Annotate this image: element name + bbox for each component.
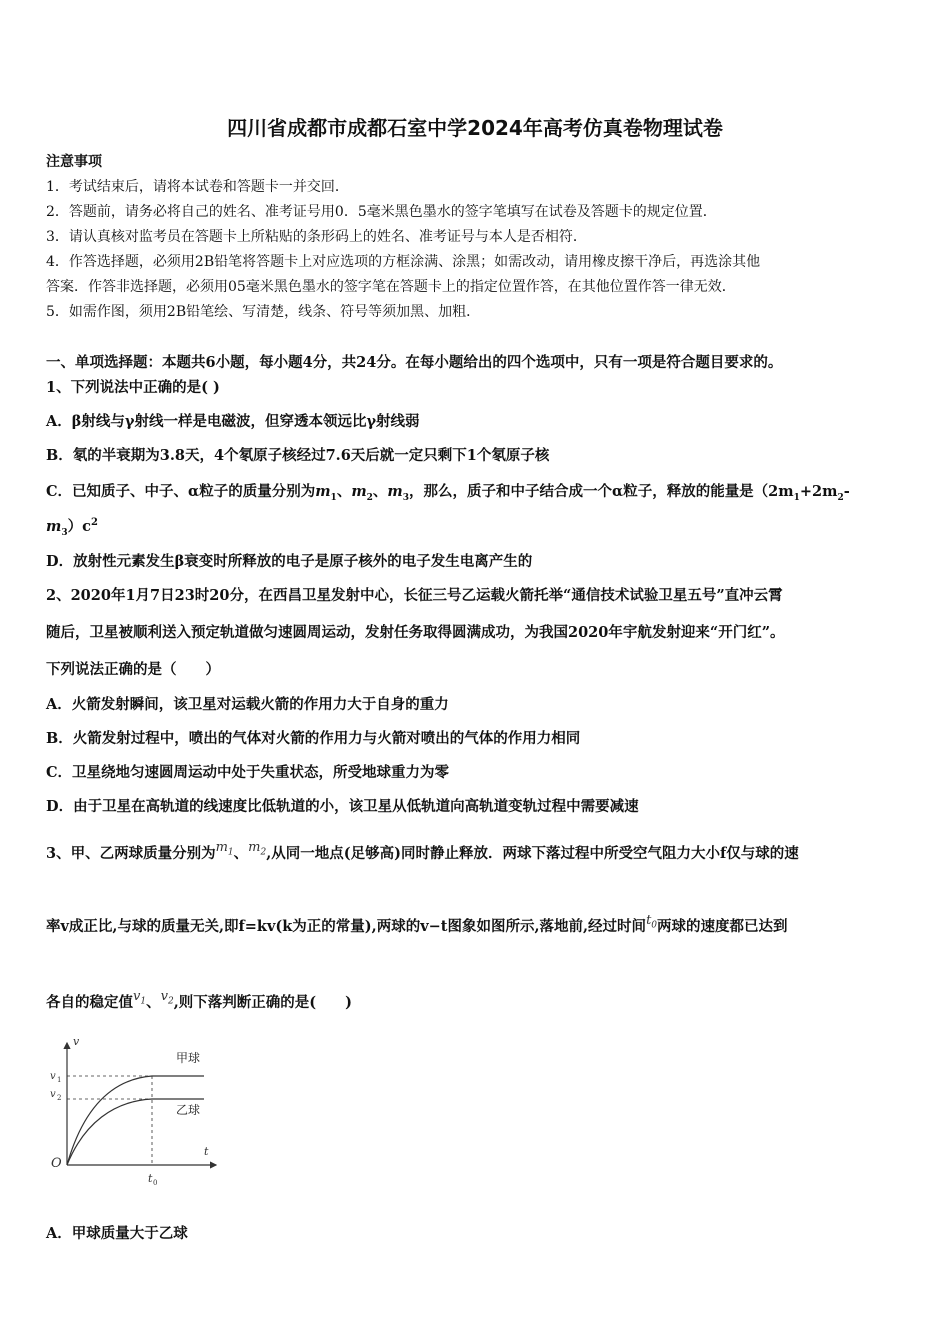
subscript: 1 [330, 492, 337, 503]
v1-label: v [50, 1071, 56, 1082]
mass-var: m [351, 483, 367, 500]
question-1-stem: 1、下列说法中正确的是( ) [46, 379, 220, 396]
question-1-option-c-cont [46, 515, 98, 538]
v-axis-label: v [73, 1035, 80, 1048]
text: 各自的稳定值 [46, 994, 133, 1011]
v2-label-sub: 2 [57, 1094, 62, 1102]
text: ）c [67, 518, 91, 535]
text: 、 [146, 994, 161, 1011]
mass-var: m [387, 483, 403, 500]
text: C．已知质子、中子、α粒子的质量分别为 [46, 483, 316, 500]
question-3-option-a: A．甲球质量大于乙球 [46, 1225, 188, 1242]
velocity-var: $v_2$ [160, 989, 174, 1007]
question-3-stem [46, 991, 352, 1014]
notice-heading: 注意事项 [46, 154, 102, 170]
time-var: $t_0$ [646, 913, 658, 931]
v2-label: v [50, 1089, 56, 1100]
question-3-stem [46, 842, 799, 865]
mass-var: m [315, 483, 331, 500]
text: - [843, 483, 850, 500]
subscript: 1 [793, 492, 800, 503]
question-2-option-a: A．火箭发射瞬间，该卫星对运载火箭的作用力大于自身的重力 [46, 696, 449, 713]
text: 3、甲、乙两球质量分别为 [46, 845, 216, 862]
page-title: 四川省成都市成都石室中学2024年高考仿真卷物理试卷 [227, 116, 723, 140]
question-3-stem [46, 915, 788, 938]
curve-jia-label: 甲球 [176, 1051, 201, 1065]
subscript: 3 [402, 492, 410, 503]
text: 两球的速度都已达到 [657, 918, 788, 935]
text: ,则下落判断正确的是( ) [173, 994, 352, 1011]
subscript: 3 [61, 527, 68, 538]
origin-label: O [51, 1156, 62, 1171]
notice-item: 1．考试结束后，请将本试卷和答题卡一并交回． [46, 179, 349, 195]
question-1-option-a: A．β射线与γ射线一样是电磁波，但穿透本领远比γ射线弱 [46, 413, 420, 430]
question-2-option-b: B．火箭发射过程中，喷出的气体对火箭的作用力与火箭对喷出的气体的作用力相同 [46, 730, 581, 747]
text: 率v成正比,与球的质量无关,即f=kv(k为正的常量),两球的v−t图象如图所示,落地前,经过时间 [46, 918, 647, 935]
text: 、 [372, 483, 388, 500]
mass-var: $m_2$ [248, 840, 267, 858]
question-1-option-d: D．放射性元素发生β衰变时所释放的电子是原子核外的电子发生电离产生的 [46, 553, 533, 570]
question-2-option-c: C．卫星绕地匀速圆周运动中处于失重状态，所受地球重力为零 [46, 764, 450, 781]
t0-label: t [148, 1172, 153, 1185]
subscript: 2 [837, 492, 844, 503]
text: ,从同一地点(足够高)同时静止释放．两球下落过程中所受空气阻力大小f仅与球的速 [266, 845, 799, 862]
subscript: 2 [366, 492, 373, 503]
question-2-stem: 随后，卫星被顺利送入预定轨道做匀速圆周运动，发射任务取得圆满成功，为我国2020年宇航发射迎来“开门红”。 [46, 624, 785, 641]
curve-jia [67, 1076, 204, 1165]
t-axis-label: t [204, 1145, 209, 1158]
notice-item: 5．如需作图，须用2B铅笔绘、写清楚，线条、符号等须加黑、加粗． [46, 304, 481, 320]
question-1-option-b: B．氡的半衰期为3.8天，4个氡原子核经过7.6天后就一定只剩下1个氡原子核 [46, 447, 550, 464]
notice-item: 4．作答选择题，必须用2B铅笔将答题卡上对应选项的方框涂满、涂黑；如需改动，请用橡皮擦干净后，再选涂其他 [46, 254, 761, 270]
question-2-stem: 2、2020年1月7日23时20分，在西昌卫星发射中心，长征三号乙运载火箭托举“通信技术试验卫星五号”直冲云霄 [46, 587, 783, 604]
text: 、 [336, 483, 352, 500]
text: 、 [233, 845, 249, 862]
vt-graph [44, 1035, 224, 1195]
mass-var: m [46, 518, 62, 535]
section-heading: 一、单项选择题：本题共6小题，每小题4分，共24分。在每小题给出的四个选项中，只有一项是符合题目要求的。 [46, 354, 783, 371]
notice-item: 答案．作答非选择题，必须用05毫米黑色墨水的签字笔在答题卡上的指定位置作答，在其他位置作答一律无效． [46, 279, 736, 295]
text: ，那么，质子和中子结合成一个α粒子，释放的能量是（2m [409, 483, 794, 500]
curve-yi-label: 乙球 [176, 1103, 201, 1117]
question-2-option-d: D．由于卫星在高轨道的线速度比低轨道的小，该卫星从低轨道向高轨道变轨过程中需要减速 [46, 798, 639, 815]
notice-item: 3．请认真核对监考员在答题卡上所粘贴的条形码上的姓名、准考证号与本人是否相符． [46, 229, 587, 245]
t0-label-sub: 0 [153, 1179, 158, 1187]
velocity-var: $v_1$ [133, 989, 147, 1007]
notice-item: 2．答题前，请务必将自己的姓名、准考证号用0．5毫米黑色墨水的签字笔填写在试卷及答题卡的规定位置． [46, 204, 717, 220]
question-2-stem: 下列说法正确的是（ ） [46, 661, 220, 678]
superscript: 2 [90, 517, 98, 529]
mass-var: $m_1$ [215, 840, 234, 858]
v1-label-sub: 1 [57, 1076, 62, 1084]
question-1-option-c [46, 480, 850, 503]
text: +2m [799, 483, 838, 500]
